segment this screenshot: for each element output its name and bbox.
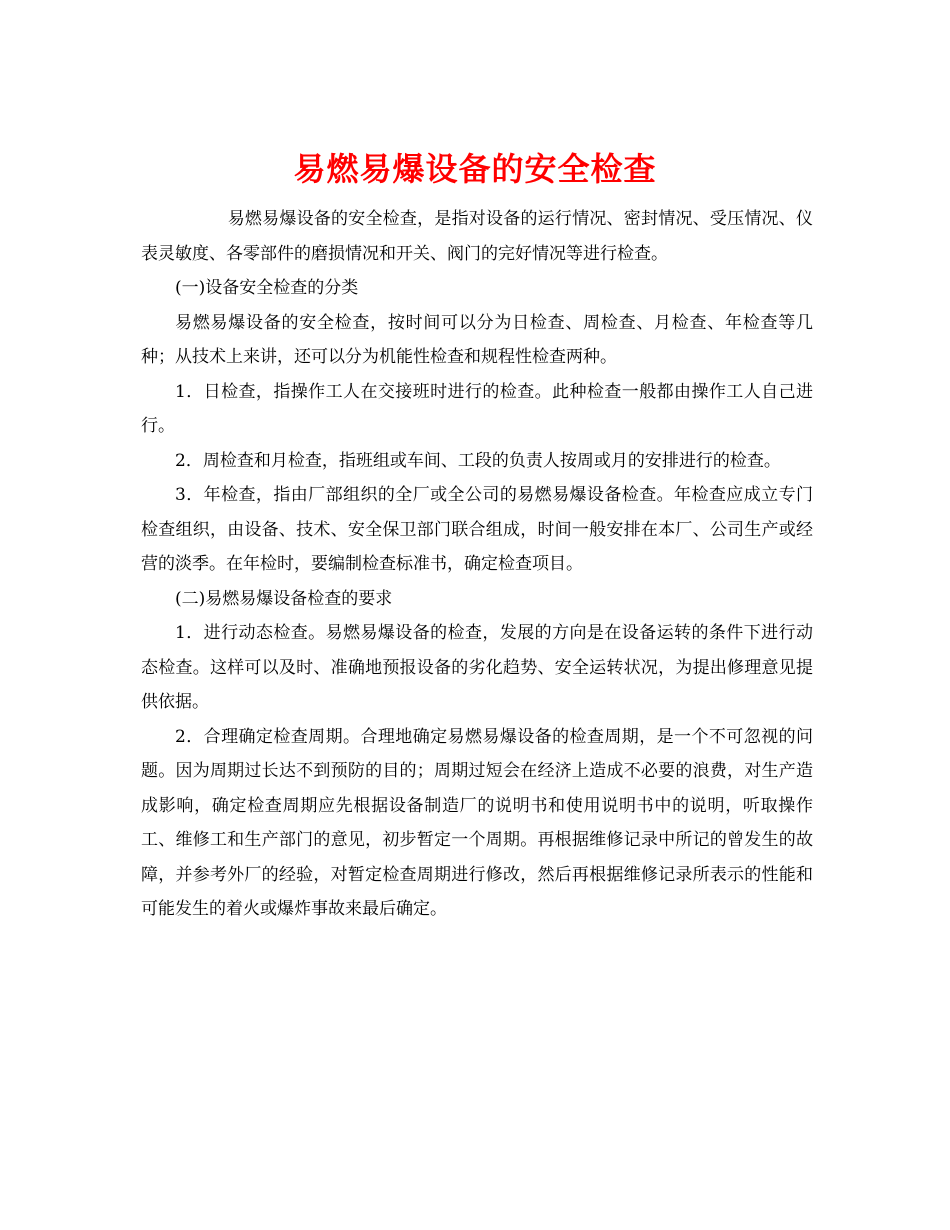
dynamic-check-paragraph: 1．进行动态检查。易燃易爆设备的检查，发展的方向是在设备运转的条件下进行动态检查。这样可以及时、准确地预报设备的劣化趋势、安全运转状况，为提出修理意见提供依据。 xyxy=(141,623,813,712)
check-cycle-paragraph: 2．合理确定检查周期。合理地确定易燃易爆设备的检查周期，是一个不可忽视的问题。因为周期过长达不到预防的目的；周期过短会在经济上造成不必要的浪费，对生产造成影响，确定检查周期应先根据设备制造厂的说明书和使用说明书中的说明，听取操作工、维修工和生产部门的意见，初步暂定一个周期。再根据维修记录中所记的曾发生的故障，并参考外厂的经验，对暂定检查周期进行修改，然后再根据维修记录所表示的性能和可能发生的着火或爆炸事故来最后确定。 xyxy=(141,726,813,919)
section-heading-requirements: (二)易燃易爆设备检查的要求 xyxy=(175,588,393,609)
document-body xyxy=(141,202,813,927)
daily-check-paragraph: 1．日检查，指操作工人在交接班时进行的检查。此种检查一般都由操作工人自己进行。 xyxy=(141,381,813,436)
annual-check-paragraph: 3．年检查，指由厂部组织的全厂或全公司的易燃易爆设备检查。年检查应成立专门检查组织，由设备、技术、安全保卫部门联合组成，时间一般安排在本厂、公司生产或经营的淡季。在年检时，要编制检查标准书，确定检查项目。 xyxy=(141,485,813,574)
section-heading-classification: (一)设备安全检查的分类 xyxy=(175,278,359,298)
intro-paragraph: 易燃易爆设备的安全检查，是指对设备的运行情况、密封情况、受压情况、仪表灵敏度、各零部件的磨损情况和开关、阀门的完好情况等进行检查。 xyxy=(141,209,813,264)
document-title: 易燃易爆设备的安全检查 xyxy=(293,150,657,189)
weekly-monthly-check-paragraph: 2．周检查和月检查，指班组或车间、工段的负责人按周或月的安排进行的检查。 xyxy=(175,450,781,471)
classification-paragraph: 易燃易爆设备的安全检查，按时间可以分为日检查、周检查、月检查、年检查等几种；从技术上来讲，还可以分为机能性检查和规程性检查两种。 xyxy=(141,312,813,367)
